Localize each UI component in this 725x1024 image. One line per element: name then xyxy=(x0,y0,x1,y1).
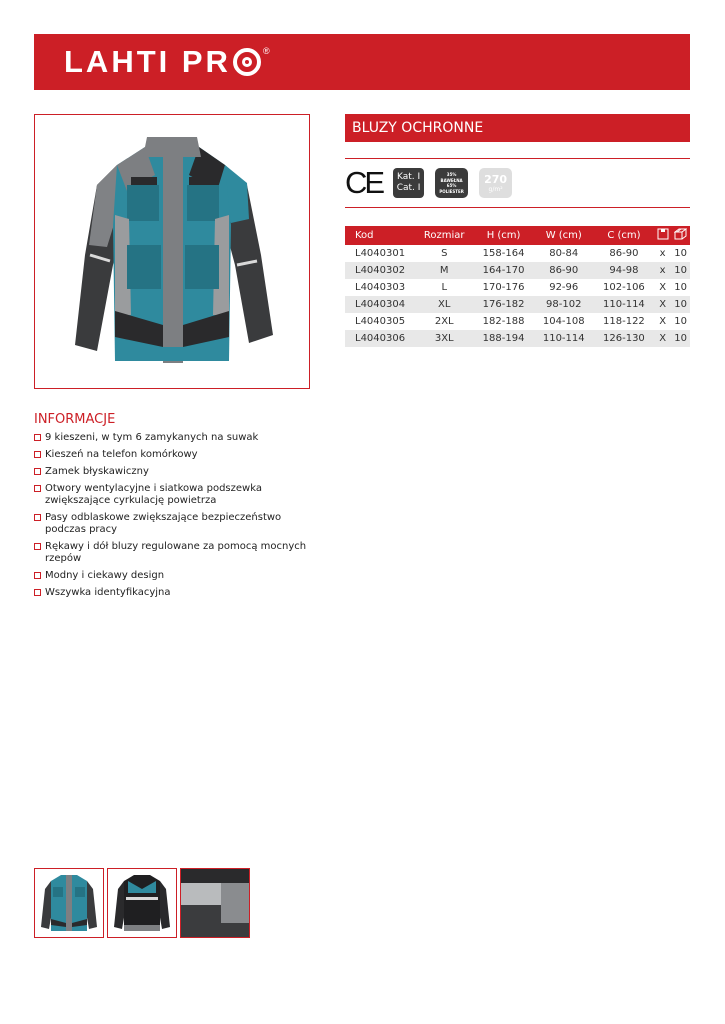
cell-c: 110-114 xyxy=(594,296,654,313)
thumbnail-back[interactable] xyxy=(107,868,177,938)
table-row xyxy=(345,296,690,313)
bullet-square-icon xyxy=(34,434,41,441)
table-row xyxy=(345,245,690,262)
bullet-square-icon xyxy=(34,451,41,458)
bullet-square-icon xyxy=(34,589,41,596)
cell-c: 86-90 xyxy=(609,248,639,259)
feature-text: Zamek błyskawiczny xyxy=(45,466,149,477)
fabric-composition-badge xyxy=(435,168,468,198)
divider-top xyxy=(345,158,690,159)
jacket-back-thumbnail xyxy=(108,869,176,937)
cell-rozmiar: XL xyxy=(415,296,473,313)
cell-kod: L4040304 xyxy=(345,296,415,313)
thumbnail-detail[interactable] xyxy=(180,868,250,938)
fabric-poly-pct: 65% xyxy=(446,183,457,188)
cell-rozmiar: S xyxy=(441,248,448,259)
bullet-square-icon xyxy=(34,485,41,492)
cell-qty: 10 xyxy=(671,296,690,313)
section-title: BLUZY OCHRONNE xyxy=(345,114,690,142)
table-row xyxy=(345,330,690,347)
brand-name: LAHTI PR xyxy=(64,44,231,79)
feature-text: Pasy odblaskowe zwiększające bezpieczeństwo podczas pracy xyxy=(45,512,282,535)
cell-c: 118-122 xyxy=(603,316,645,327)
cell-kod: L4040301 xyxy=(355,248,406,259)
header-h: H (cm) xyxy=(473,226,533,245)
features-list xyxy=(34,432,314,604)
feature-text: 9 kieszeni, w tym 6 zamykanych na suwak xyxy=(45,432,259,443)
bullet-square-icon xyxy=(34,572,41,579)
cell-x: X xyxy=(654,296,671,313)
cell-w: 86-90 xyxy=(534,262,594,279)
fabric-weight-badge xyxy=(479,168,512,198)
cell-c: 94-98 xyxy=(594,262,654,279)
feature-text: Modny i ciekawy design xyxy=(45,570,165,581)
header-rozmiar: Rozmiar xyxy=(415,226,473,245)
list-item xyxy=(34,587,314,599)
table-row xyxy=(345,279,690,296)
header-package-icon xyxy=(654,226,671,245)
cell-h: 170-176 xyxy=(482,282,525,293)
fabric-cotton-pct: 35% xyxy=(446,172,457,177)
table-row xyxy=(345,262,690,279)
cell-h: 182-188 xyxy=(482,316,525,327)
cell-rozmiar: 3XL xyxy=(415,330,473,347)
package-icon xyxy=(657,228,669,240)
thumbnail-front[interactable] xyxy=(34,868,104,938)
list-item xyxy=(34,512,314,536)
header-c: C (cm) xyxy=(594,226,654,245)
jacket-front-thumbnail xyxy=(35,869,103,937)
cell-kod: L4040306 xyxy=(345,330,415,347)
info-title: INFORMACJE xyxy=(34,412,116,427)
cell-x: X xyxy=(659,316,667,327)
feature-text: Rękawy i dół bluzy regulowane za pomocą mocnych rzepów xyxy=(45,541,307,564)
cell-w: 80-84 xyxy=(549,248,579,259)
fabric-weight-unit: g/m² xyxy=(488,185,503,193)
cell-w: 110-114 xyxy=(534,330,594,347)
category-badge xyxy=(393,168,424,198)
cell-w: 104-108 xyxy=(542,316,585,327)
divider-bottom xyxy=(345,207,690,208)
list-item xyxy=(34,541,314,565)
feature-text: Wszywka identyfikacyjna xyxy=(45,587,171,598)
fabric-weight-value: 270 xyxy=(484,172,508,186)
bullet-square-icon xyxy=(34,468,41,475)
cell-h: 188-194 xyxy=(473,330,533,347)
product-photo-jacket xyxy=(34,114,310,389)
brand-header xyxy=(34,34,690,90)
ce-mark-icon: CE xyxy=(345,165,383,200)
jacket-detail-thumbnail xyxy=(181,869,249,937)
kat-label: Kat. I xyxy=(396,172,421,182)
bullet-square-icon xyxy=(34,514,41,521)
cell-qty: 10 xyxy=(674,316,687,327)
list-item xyxy=(34,570,314,582)
certification-icons xyxy=(345,165,512,200)
bullet-square-icon xyxy=(34,543,41,550)
size-table-header xyxy=(345,226,690,245)
cat-label: Cat. I xyxy=(396,183,421,193)
lahti-pro-logo xyxy=(64,46,270,78)
header-kod: Kod xyxy=(345,226,415,245)
cell-rozmiar: 2XL xyxy=(434,316,454,327)
cell-qty: 10 xyxy=(674,282,687,293)
feature-text: Kieszeń na telefon komórkowy xyxy=(45,449,198,460)
cell-c: 102-106 xyxy=(603,282,645,293)
cell-x: X xyxy=(659,282,667,293)
registered-mark: ® xyxy=(262,46,270,56)
header-w: W (cm) xyxy=(534,226,594,245)
carton-box-icon xyxy=(674,228,687,240)
thumbnail-strip xyxy=(34,868,250,938)
cell-kod: L4040305 xyxy=(355,316,406,327)
cell-x: X xyxy=(654,330,671,347)
list-item xyxy=(34,449,314,461)
fabric-poly-label: POLIESTER xyxy=(439,188,464,194)
table-row xyxy=(345,313,690,330)
cell-qty: 10 xyxy=(671,330,690,347)
cell-qty: 10 xyxy=(671,262,690,279)
cell-h: 158-164 xyxy=(482,248,525,259)
header-carton-icon xyxy=(671,226,690,245)
list-item xyxy=(34,483,314,507)
size-table xyxy=(345,226,690,347)
cell-x: x xyxy=(659,248,666,259)
cell-rozmiar: M xyxy=(415,262,473,279)
cell-qty: 10 xyxy=(674,248,687,259)
fabric-cotton-label: BAWEŁNA xyxy=(440,177,463,183)
cell-x: x xyxy=(654,262,671,279)
feature-text: Otwory wentylacyjne i siatkowa podszewka zwiększające cyrkulację powietrza xyxy=(45,483,262,506)
cell-h: 164-170 xyxy=(473,262,533,279)
cell-kod: L4040302 xyxy=(345,262,415,279)
cell-w: 98-102 xyxy=(534,296,594,313)
list-item xyxy=(34,432,314,444)
cell-h: 176-182 xyxy=(473,296,533,313)
cell-rozmiar: L xyxy=(441,282,448,293)
cell-kod: L4040303 xyxy=(355,282,406,293)
cell-c: 126-130 xyxy=(594,330,654,347)
list-item xyxy=(34,466,314,478)
jacket-illustration xyxy=(35,115,309,388)
logo-ring-icon xyxy=(233,48,261,76)
cell-w: 92-96 xyxy=(549,282,579,293)
